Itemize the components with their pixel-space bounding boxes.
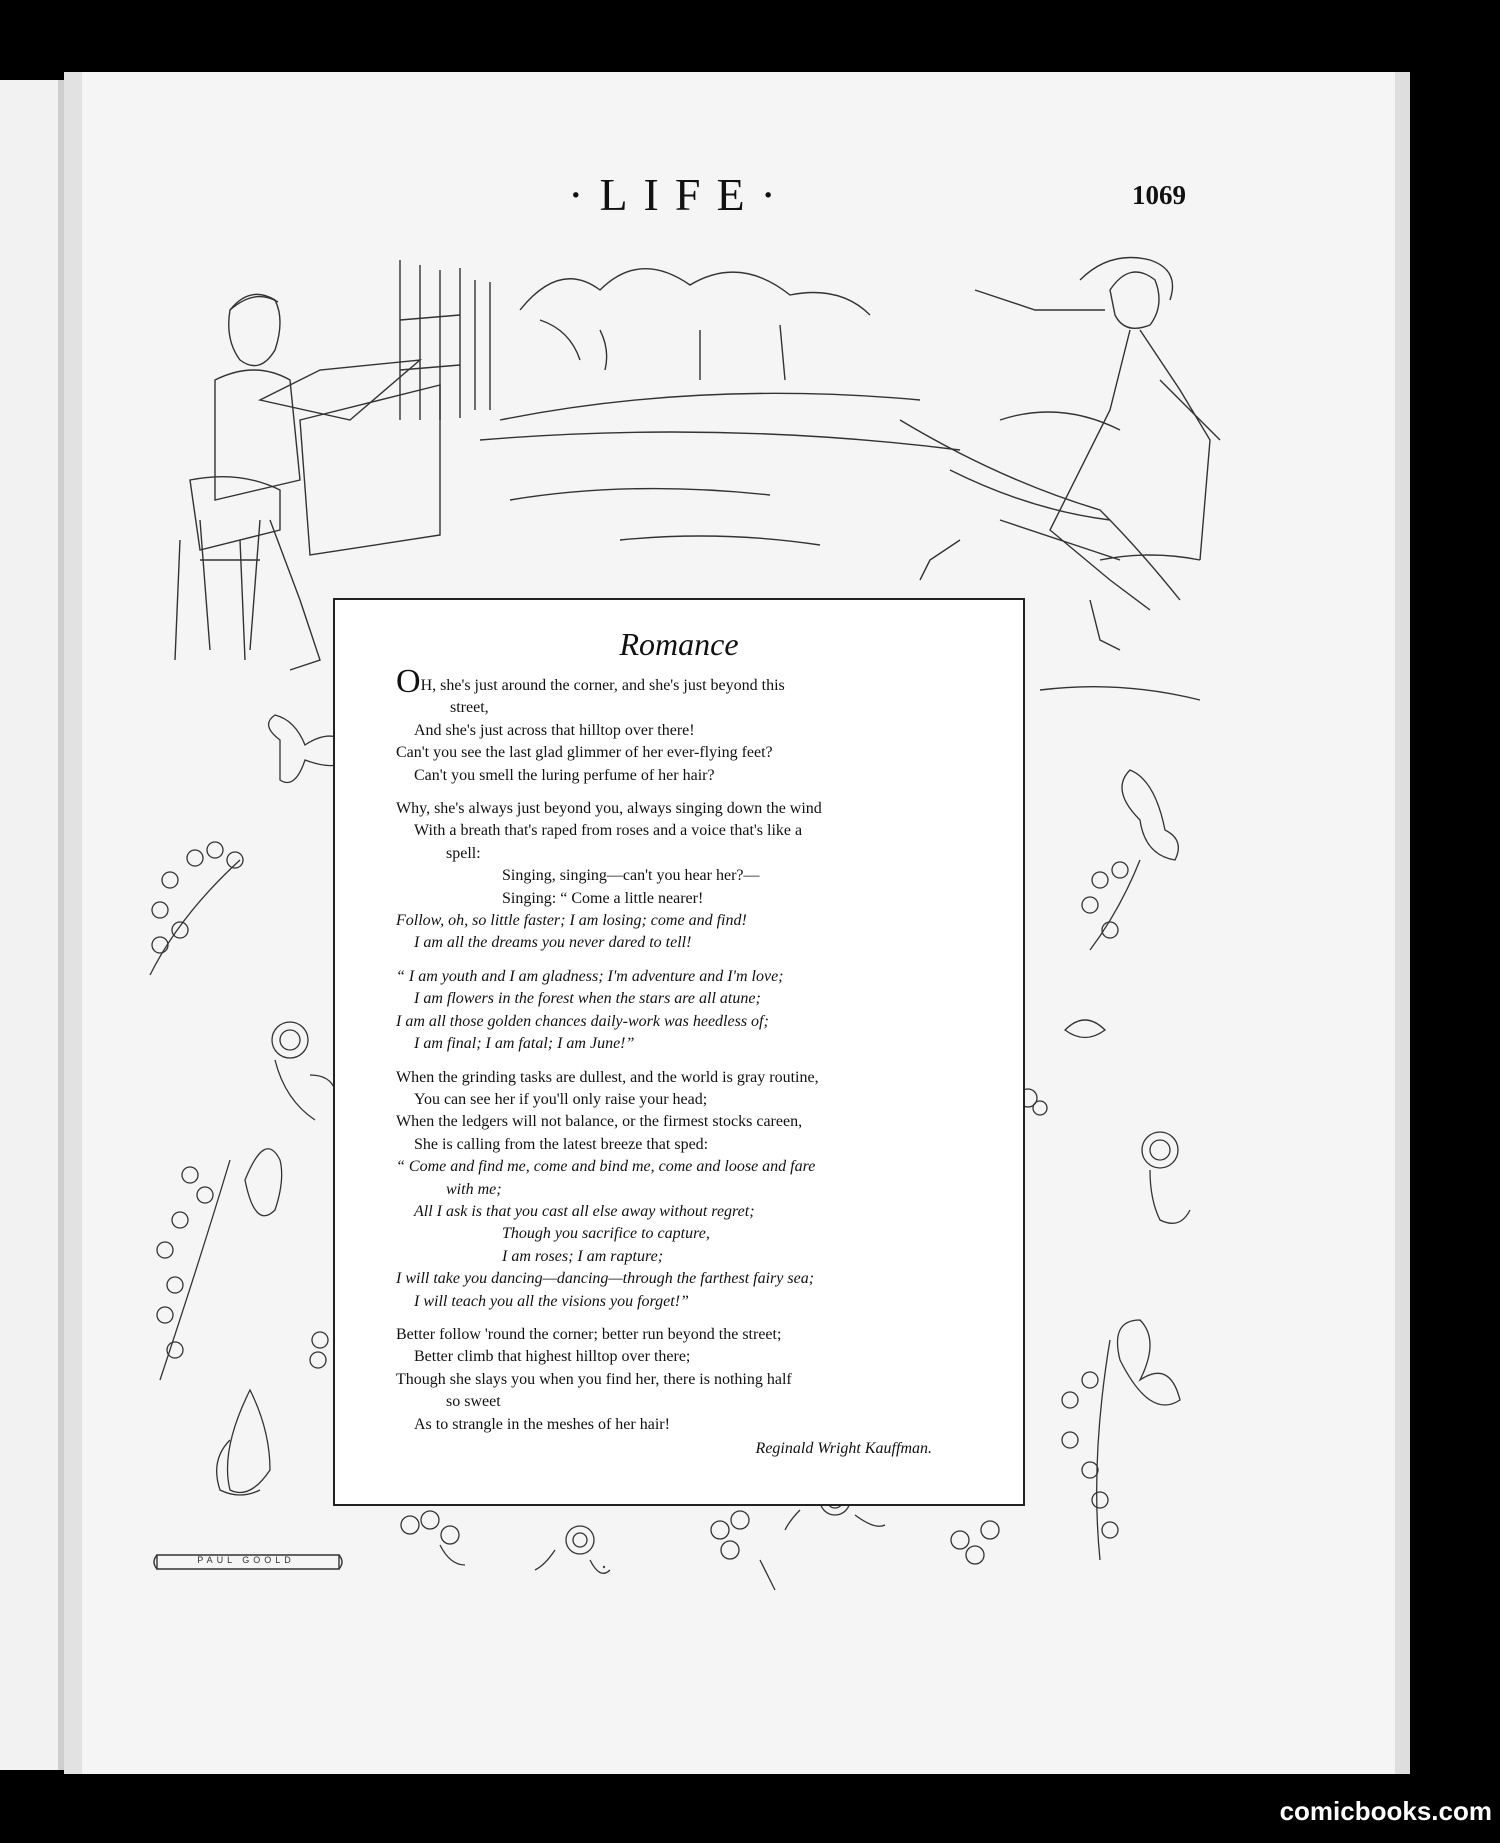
- poem-line: I am roses; I am rapture;: [502, 1247, 664, 1265]
- poem-line: “ I am youth and I am gladness; I'm adventure and I'm love;: [396, 967, 784, 985]
- poem-line: Better follow 'round the corner; better run beyond the street;: [396, 1325, 782, 1343]
- poem-line: She is calling from the latest breeze that sped:: [414, 1135, 709, 1153]
- magazine-title: ·LIFE·: [568, 169, 792, 220]
- poem-line: so sweet: [446, 1393, 501, 1411]
- poem-line: With a breath that's raped from roses and a voice that's like a: [414, 822, 803, 840]
- poem-line: And she's just across that hilltop over there!: [414, 721, 695, 739]
- watermark-text: comicbooks.com: [1279, 1796, 1492, 1826]
- stanza-4: [396, 1067, 951, 1313]
- poem-body: [396, 663, 951, 1472]
- poem-line: I will teach you all the visions you forget!”: [414, 1292, 689, 1310]
- poem-line: Though you sacrifice to capture,: [502, 1225, 710, 1243]
- stanza-3: [396, 966, 951, 1056]
- poem-line: spell:: [446, 844, 481, 862]
- stanza-5: [396, 1324, 951, 1436]
- stanza-1: [396, 663, 951, 787]
- poem-line-text: H, she's just around the corner, and she's just beyond this: [420, 677, 785, 694]
- poem-line: Though she slays you when you find her, there is nothing half: [396, 1370, 792, 1388]
- poem-line: I am final; I am fatal; I am June!”: [414, 1035, 635, 1053]
- poem-line: Better climb that highest hilltop over there;: [414, 1348, 691, 1366]
- poem-line: When the grinding tasks are dullest, and the world is gray routine,: [396, 1068, 819, 1086]
- poem-line: Can't you see the last glad glimmer of her ever-flying feet?: [396, 744, 773, 762]
- poem-author: Reginald Wright Kauffman.: [755, 1440, 932, 1457]
- poem-title: Romance: [619, 626, 739, 662]
- poem-line: Follow, oh, so little faster; I am losing; come and find!: [396, 912, 747, 930]
- poem-line: I will take you dancing—dancing—through the farthest fairy sea;: [396, 1270, 815, 1288]
- poem-line: “ Come and find me, come and bind me, come and loose and fare: [396, 1158, 816, 1176]
- stanza-2: [396, 798, 951, 955]
- poem-line: I am all those golden chances daily-work was heedless of;: [396, 1012, 769, 1030]
- page-number: 1069: [1132, 180, 1186, 210]
- poem-line: Singing, singing—can't you hear her?—: [502, 867, 760, 885]
- poem-line: Why, she's always just beyond you, always singing down the wind: [396, 800, 822, 818]
- poem-line: You can see her if you'll only raise your head;: [414, 1090, 708, 1108]
- poem-line: Can't you smell the luring perfume of her hair?: [414, 766, 715, 784]
- poem-line: street,: [450, 699, 489, 717]
- poem-line: When the ledgers will not balance, or the firmest stocks careen,: [396, 1113, 803, 1131]
- poem-line: All I ask is that you cast all else away without regret;: [414, 1202, 755, 1220]
- poem-line: with me;: [446, 1180, 502, 1198]
- poem-line: As to strangle in the meshes of her hair!: [414, 1415, 670, 1433]
- poem-line: [396, 663, 951, 700]
- poem-line: I am all the dreams you never dared to tell!: [414, 934, 692, 952]
- left-page-edge: [0, 80, 62, 1770]
- poem-line: Singing: “ Come a little nearer!: [502, 889, 704, 907]
- poem-line: I am flowers in the forest when the stars are all atune;: [414, 990, 761, 1008]
- artist-signature: PAUL GOOLD: [197, 1555, 295, 1565]
- drop-cap: O: [396, 663, 421, 700]
